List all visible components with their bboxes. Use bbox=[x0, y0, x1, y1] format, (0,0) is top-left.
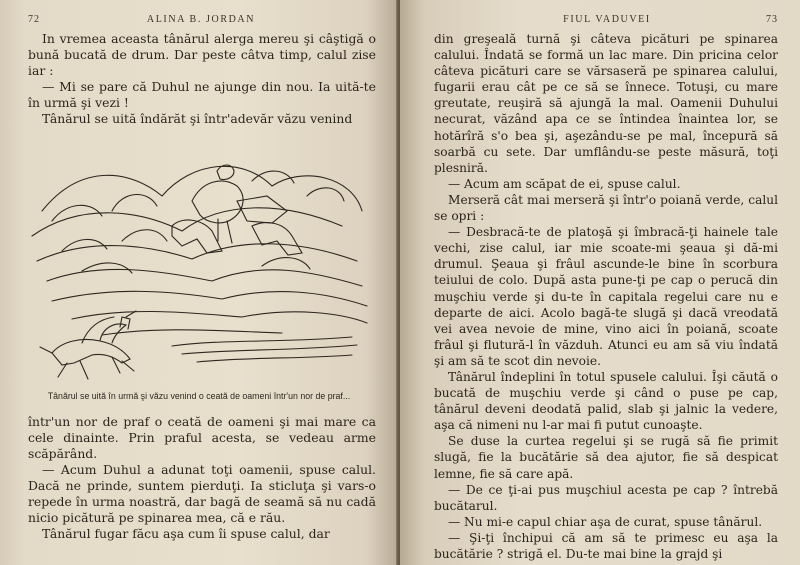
paragraph: din greşeală turnă şi câteva picături pe spinarea calului. Îndată se formă un lac mare. Din pricina celor câteva picături care se vărsaseră pe spinarea calului, fugarii erau cât pe ce să se înnece. Totuşi, cu mare greutate, reuşiră să ajungă la mal. Oamenii Duhului necurat, văzând apa ce se întindea înaintea lor, se hotărîră s'o bea şi, aşezându-se pe mal, începură să soarbă cu sete. Dar umflându-se peste măsură, toţi plesniră. bbox=[434, 32, 778, 175]
paragraph: — Nu mi-e capul chiar aşa de curat, spuse tânărul. bbox=[448, 514, 763, 529]
paragraph: Se duse la curtea regelui şi se rugă să fie primit slugă, fie la bucătărie să dea ajutor, fie să despicat lemne, fie să care apă. bbox=[434, 434, 778, 481]
paragraph: — Acum Duhul a adunat toţi oamenii, spuse calul. Dacă ne prinde, suntem pierduţi. Ia sticluţa şi vars-o repede în urma noastră, dar bagă de seamă să nu cadă nicio picătură pe spinarea mea, că e rău. bbox=[28, 462, 376, 525]
illustration bbox=[22, 141, 372, 389]
paragraph: Tânărul fugar făcu aşa cum îi spuse calul, dar bbox=[42, 526, 330, 541]
paragraph: — Mi se pare că Duhul ne ajunge din nou. Ia uită-te în urmă şi vezi ! bbox=[28, 79, 376, 110]
paragraph: In vremea aceasta tânărul alerga mereu şi câştigă o bună bucată de drum. Dar peste câtva timp, calul zise iar : bbox=[28, 31, 376, 78]
paragraph: — Desbracă-te de platoşă şi îmbracă-ţi hainele tale vechi, zise calul, iar mie scoate-mi şeaua şi dă-mi drumul. Şeaua şi frâul ascunde-le bine în scorbura teiului de colo. După asta pune-ţi pe cap o perucă din muşchiu verde şi du-te în capitala regelui care nu e departe de aici. Acolo bagă-te slugă şi dacă vreodată vei avea nevoie de mine, vino aici în poiană, scoate frâul şi flutură-l în văzduh. Atunci eu am să viu îndată şi am să te scot din nevoie. bbox=[434, 225, 778, 368]
right-page bbox=[400, 0, 800, 565]
left-body-top bbox=[28, 31, 376, 127]
paragraph: — Acum am scăpat de ei, spuse calul. bbox=[448, 176, 681, 191]
left-page bbox=[0, 0, 398, 565]
left-page-number: 72 bbox=[28, 14, 40, 25]
right-running-head: FIUL VADUVEI bbox=[563, 14, 651, 25]
illustration-caption: Tânărul se uită în urmă şi văzu venind o ceată de oameni într'un nor de praf... bbox=[47, 391, 351, 401]
left-body-bottom bbox=[28, 414, 376, 542]
left-page-header bbox=[28, 14, 376, 25]
left-running-head: ALINA B. JORDAN bbox=[146, 14, 256, 25]
paragraph: — Şi-ţi închipui că am să te primesc eu aşa la bucătărie ? strigă el. Du-te mai bine la grajd şi bbox=[434, 530, 778, 561]
paragraph: într'un nor de praf o ceată de oameni şi mai mare ca cele dinainte. Prin praful acesta, se vedeau arme scăpărând. bbox=[28, 414, 376, 461]
right-body bbox=[434, 31, 778, 562]
paragraph: Tânărul se uită îndărăt şi într'adevăr văzu venind bbox=[42, 111, 353, 126]
paragraph: Tânărul îndeplini în totul spusele calului. Îşi căută o bucată de muşchiu verde şi când o puse pe cap, tânărul deveni deodată palid, slab şi jalnic la vedere, aşa că nimeni nu l-ar mai fi putut cunoaşte. bbox=[434, 369, 778, 433]
right-page-header bbox=[434, 14, 778, 25]
paragraph: Merseră cât mai merseră şi într'o poiană verde, calul se opri : bbox=[434, 192, 778, 224]
right-page-number: 73 bbox=[766, 14, 778, 25]
paragraph: — De ce ţi-ai pus muşchiul acesta pe cap ? întrebă bucătarul. bbox=[434, 482, 778, 513]
